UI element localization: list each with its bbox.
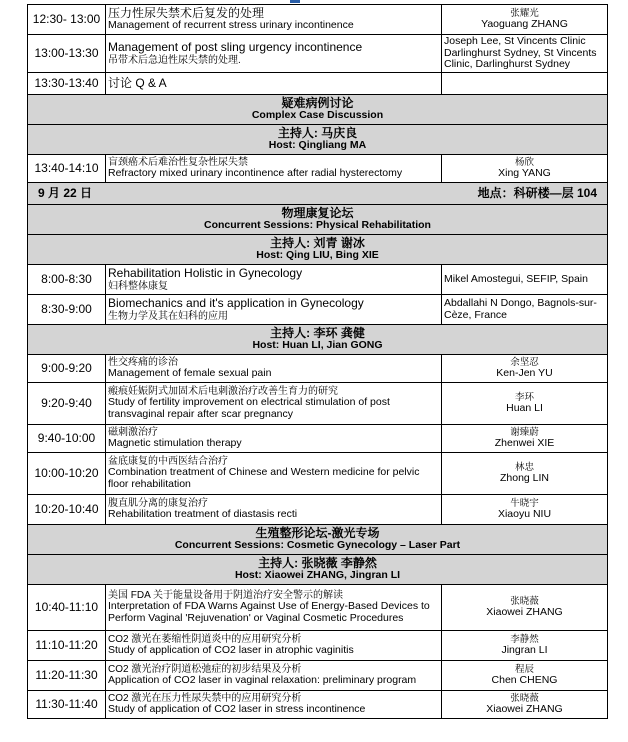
date-cell [28, 183, 608, 205]
topic-cn: CO2 激光在萎缩性阴道炎中的应用研究分析 [108, 634, 302, 646]
topic-en: Management of post sling urgency incontinence [108, 40, 363, 55]
speaker-en: Xing YANG [498, 166, 551, 179]
location-label: 地点：科研楼—层 104 [477, 185, 597, 200]
host-cn: 主持人: 张晓薇 李静然 [258, 556, 377, 571]
topic-cn: 腹直肌分离的康复治疗 [108, 498, 208, 510]
speaker-cn: 张晓薇 [510, 692, 539, 704]
host-en: Host: Huan LI, Jian GONG [252, 339, 383, 352]
session-row [28, 425, 608, 453]
session-speaker [442, 453, 608, 495]
topic-cn: 盲颈癌术后难治性复杂性尿失禁 [108, 157, 248, 169]
session-topic [106, 425, 442, 453]
session-time: 11:20-11:30 [28, 661, 106, 691]
session-time: 8:00-8:30 [28, 265, 106, 295]
speaker-cn: 程辰 [514, 663, 534, 675]
session-speaker [442, 383, 608, 425]
speaker-en: Jingran LI [501, 643, 548, 656]
session-topic [106, 631, 442, 661]
topic-cn: 生物力学及其在妇科的应用 [108, 310, 228, 322]
session-topic [106, 453, 442, 495]
session-speaker [442, 691, 608, 719]
section-cn: 物理康复论坛 [281, 206, 354, 221]
topic-cn: 妇科整体康复 [108, 280, 168, 292]
host-en: Host: Qingliang MA [268, 139, 367, 152]
section-cn: 疑难病例讨论 [281, 96, 354, 111]
session-time: 8:30-9:00 [28, 295, 106, 325]
session-row [28, 265, 608, 295]
session-speaker [442, 585, 608, 631]
topic-en: Study of application of CO2 laser in atrophic vaginitis [108, 644, 354, 657]
session-row [28, 495, 608, 525]
topic-cn: 美国 FDA 关于能量设备用于阴道治疗安全警示的解读 [108, 590, 344, 602]
session-speaker: Mikel Amostegui, SEFIP, Spain [442, 265, 608, 295]
topic-en: Interpretation of FDA Warns Against Use of Energy-Based Devices to Perform Vaginal 'Rejuvenation' or Vaginal Cosmetic Procedures [108, 600, 430, 624]
section-en: Concurrent Sessions: Cosmetic Gynecology – Laser Part [174, 539, 461, 552]
topic-en: Rehabilitation treatment of diastasis recti [108, 508, 298, 521]
session-speaker [442, 495, 608, 525]
session-topic [106, 691, 442, 719]
session-row [28, 295, 608, 325]
section-cn: 生殖整形论坛-激光专场 [255, 526, 380, 541]
speaker-cn: 林忠 [514, 461, 534, 473]
topic-en: Refractory mixed urinary incontinence after radial hysterectomy [108, 167, 403, 180]
topic-cn: 瘢痕妊娠阴式加固术后电刺激治疗改善生育力的研究 [108, 386, 338, 398]
session-time: 11:10-11:20 [28, 631, 106, 661]
host-row [28, 325, 608, 355]
topic-en: Study of fertility improvement on electrical stimulation of post transvaginal repair after scar pregnancy [108, 396, 390, 420]
session-row [28, 691, 608, 719]
session-row [28, 661, 608, 691]
host-cn: 主持人: 刘青 谢冰 [270, 236, 365, 251]
session-topic [106, 661, 442, 691]
session-speaker [442, 355, 608, 383]
session-row [28, 355, 608, 383]
section-header [28, 95, 608, 125]
topic-cn: 性交疼痛的诊治 [108, 357, 178, 369]
session-topic [106, 295, 442, 325]
topic-cn: 压力性尿失禁术后复发的处理 [108, 6, 265, 21]
session-time: 13:40-14:10 [28, 155, 106, 183]
speaker-en: Huan LI [506, 401, 543, 414]
speaker-en: Zhenwei XIE [494, 436, 555, 449]
topic-en: Management of female sexual pain [108, 367, 272, 380]
session-topic [106, 265, 442, 295]
speaker-en: Zhong LIN [499, 471, 550, 484]
speaker-cn: 牛晓宇 [510, 497, 539, 509]
host-row [28, 235, 608, 265]
header-accent-bar [290, 0, 300, 3]
speaker-cn: 张耀光 [510, 7, 539, 19]
session-row [28, 631, 608, 661]
session-time: 10:40-11:10 [28, 585, 106, 631]
session-speaker [442, 661, 608, 691]
session-speaker: Abdallahi N Dongo, Bagnols-sur-Cèze, France [442, 295, 608, 325]
section-title [28, 525, 608, 555]
session-topic [106, 155, 442, 183]
host-cn: 主持人: 李环 龚健 [270, 326, 365, 341]
speaker-cn: 李环 [514, 391, 534, 403]
section-header [28, 525, 608, 555]
host-title [28, 235, 608, 265]
session-time: 12:30- 13:00 [28, 5, 106, 35]
session-topic [106, 355, 442, 383]
speaker-en: Xiaowei ZHANG [486, 605, 563, 618]
speaker-cn: 余坚忍 [510, 356, 539, 368]
topic-cn: CO2 激光治疗阴道松弛症的初步结果及分析 [108, 664, 302, 676]
topic-en: Management of recurrent stress urinary incontinence [108, 19, 354, 32]
speaker-cn: 杨欣 [514, 156, 534, 168]
session-speaker [442, 5, 608, 35]
section-header [28, 205, 608, 235]
session-time: 10:20-10:40 [28, 495, 106, 525]
session-row [28, 585, 608, 631]
session-time: 11:30-11:40 [28, 691, 106, 719]
host-en: Host: Xiaowei ZHANG, Jingran LI [234, 569, 401, 582]
session-row [28, 383, 608, 425]
session-speaker [442, 425, 608, 453]
session-time: 10:00-10:20 [28, 453, 106, 495]
topic-en: Biomechanics and it's application in Gynecology [108, 296, 364, 311]
speaker-en: Ken-Jen YU [496, 366, 553, 379]
topic-cn: CO2 激光在压力性尿失禁中的应用研究分析 [108, 693, 302, 705]
session-topic [106, 5, 442, 35]
session-topic [106, 383, 442, 425]
session-speaker [442, 631, 608, 661]
session-time: 9:40-10:00 [28, 425, 106, 453]
session-time: 9:00-9:20 [28, 355, 106, 383]
section-title [28, 205, 608, 235]
session-speaker [442, 155, 608, 183]
date-label: 9 月 22 日 [38, 185, 93, 200]
speaker-cn: 张晓薇 [510, 595, 539, 607]
host-cn: 主持人: 马庆良 [277, 126, 358, 141]
section-en: Concurrent Sessions: Physical Rehabilitation [204, 219, 431, 232]
topic-en: Study of application of CO2 laser in stress incontinence [108, 703, 366, 716]
date-row [28, 183, 608, 205]
session-row [28, 73, 608, 95]
session-row [28, 35, 608, 73]
speaker-en: Xiaoyu NIU [497, 507, 552, 520]
topic-en: Combination treatment of Chinese and Western medicine for pelvic floor rehabilitation [108, 466, 420, 490]
session-topic [106, 73, 442, 95]
session-speaker [442, 73, 608, 95]
speaker-en: Yaoguang ZHANG [481, 17, 568, 30]
session-time: 13:30-13:40 [28, 73, 106, 95]
session-topic [106, 585, 442, 631]
host-title [28, 555, 608, 585]
topic-en: Rehabilitation Holistic in Gynecology [108, 266, 303, 281]
session-row [28, 5, 608, 35]
session-topic [106, 35, 442, 73]
host-en: Host: Qing LIU, Bing XIE [256, 249, 379, 262]
speaker-en: Chen CHENG [491, 673, 558, 686]
schedule-table [27, 4, 608, 719]
speaker-cn: 谢臻蔚 [510, 426, 539, 438]
topic-en: Magnetic stimulation therapy [108, 437, 242, 450]
section-title [28, 95, 608, 125]
topic-cn: 磁刺激治疗 [108, 427, 158, 439]
session-time: 9:20-9:40 [28, 383, 106, 425]
host-row [28, 125, 608, 155]
host-title [28, 125, 608, 155]
host-row [28, 555, 608, 585]
speaker-en: Xiaowei ZHANG [486, 702, 563, 715]
topic-en: Application of CO2 laser in vaginal relaxation: preliminary program [108, 674, 417, 687]
session-time: 13:00-13:30 [28, 35, 106, 73]
topic-cn: 吊带术后急迫性尿失禁的处理. [108, 54, 241, 66]
session-row [28, 453, 608, 495]
session-speaker: Joseph Lee, St Vincents Clinic Darlinghurst Sydney, St Vincents Clinic, Darlinghurst Sydney [442, 35, 608, 73]
topic-cn: 盆底康复的中西医结合治疗 [108, 456, 228, 468]
section-en: Complex Case Discussion [251, 109, 384, 122]
topic-cn: 讨论 Q & A [108, 75, 167, 90]
speaker-cn: 李静然 [510, 633, 539, 645]
host-title [28, 325, 608, 355]
session-topic [106, 495, 442, 525]
session-row [28, 155, 608, 183]
